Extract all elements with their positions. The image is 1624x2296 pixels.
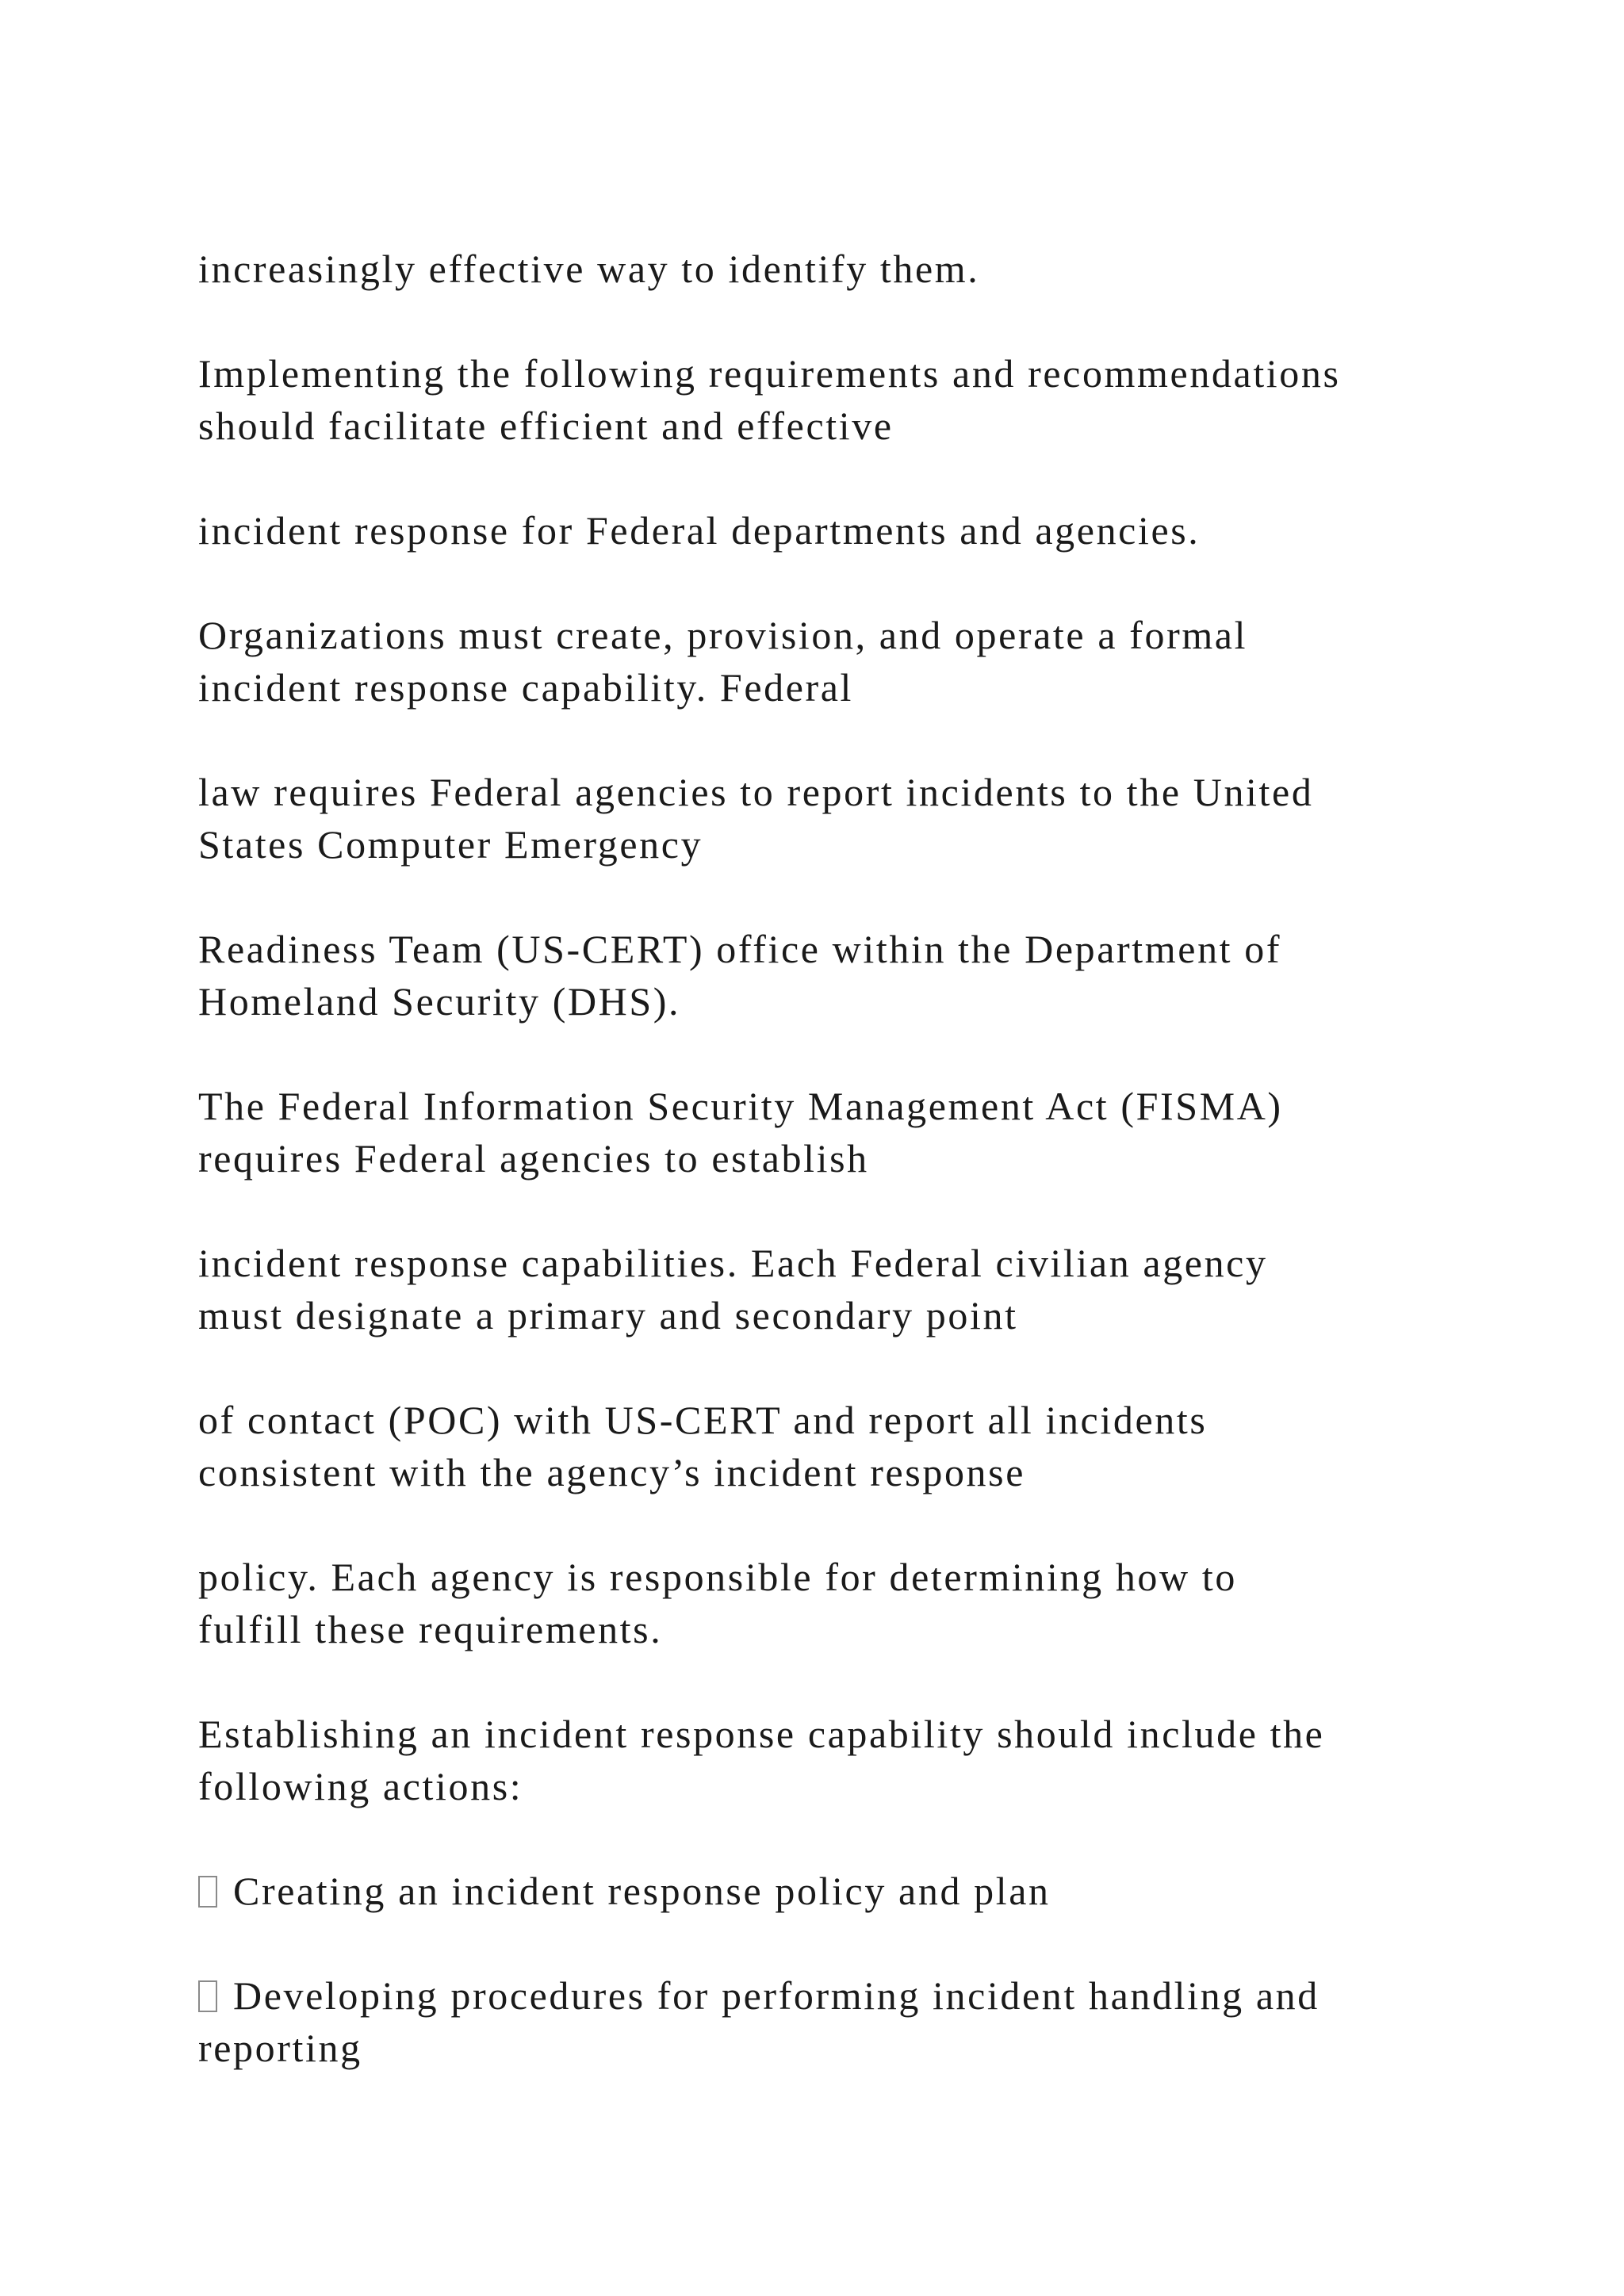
text-line: incident response for Federal departments and agencies. [198, 508, 1201, 553]
paragraph [198, 1708, 1435, 1812]
paragraph [198, 766, 1435, 871]
paragraph [198, 1394, 1435, 1498]
text-line: consistent with the agency’s incident response [198, 1450, 1025, 1494]
paragraph [198, 243, 1435, 295]
text-line: reporting [198, 2026, 362, 2070]
bullet-text: Creating an incident response policy and plan [233, 1869, 1051, 1913]
text-line: The Federal Information Security Management Act (FISMA) [198, 1084, 1283, 1128]
text-line: following actions: [198, 1764, 523, 1808]
text-line: Organizations must create, provision, and operate a formal [198, 613, 1248, 657]
paragraph [198, 609, 1435, 714]
text-line: should facilitate efficient and effective [198, 404, 894, 448]
text-line: States Computer Emergency [198, 822, 703, 867]
paragraph [198, 1551, 1435, 1655]
bullet-item [198, 1865, 1435, 1917]
text-line: requires Federal agencies to establish [198, 1136, 869, 1181]
text-line: Homeland Security (DHS). [198, 979, 681, 1024]
text-line: Implementing the following requirements and recommendations [198, 351, 1341, 396]
text-line: incident response capabilities. Each Federal civilian agency [198, 1241, 1268, 1285]
text-line: incident response capability. Federal [198, 665, 854, 710]
text-line: law requires Federal agencies to report incidents to the United [198, 770, 1314, 814]
text-line: increasingly effective way to identify them. [198, 247, 980, 291]
bullet-text: Developing procedures for performing incident handling and [233, 1973, 1320, 2018]
paragraph [198, 347, 1435, 452]
missing-glyph-bullet-icon [198, 1980, 217, 2012]
text-line: of contact (POC) with US-CERT and report all incidents [198, 1398, 1208, 1442]
document-body [198, 243, 1435, 2126]
text-line: policy. Each agency is responsible for determining how to [198, 1555, 1237, 1599]
text-line: fulfill these requirements. [198, 1607, 663, 1651]
text-line: Readiness Team (US-CERT) office within the Department of [198, 927, 1282, 971]
missing-glyph-bullet-icon [198, 1876, 217, 1908]
paragraph [198, 923, 1435, 1027]
paragraph [198, 1080, 1435, 1184]
text-line [198, 1969, 1435, 2022]
text-line: Establishing an incident response capability should include the [198, 1712, 1325, 1756]
paragraph [198, 504, 1435, 557]
text-line [198, 1865, 1435, 1917]
bullet-item [198, 1969, 1435, 2074]
text-line: must designate a primary and secondary point [198, 1293, 1018, 1337]
paragraph [198, 1237, 1435, 1341]
